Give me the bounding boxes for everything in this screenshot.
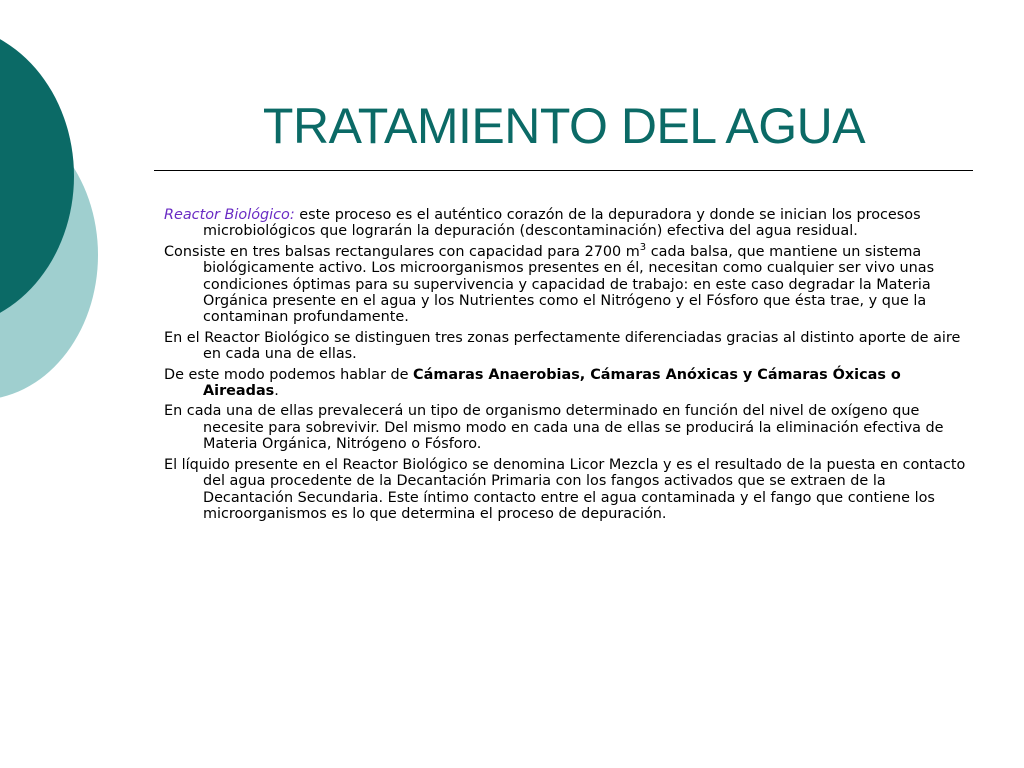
paragraph-camaras xyxy=(164,367,967,400)
paragraph-text: En cada una de ellas prevalecerá un tipo de organismo determinado en función del nivel de oxígeno que necesite para sobrevivir. Del mismo modo en cada una de ellas se producirá la eliminación efectiva de Materia Orgánica, Nitrógeno o Fósforo. xyxy=(164,403,944,453)
paragraph-zonas xyxy=(164,330,967,363)
bold-terms: Cámaras Anaerobias, Cámaras Anóxicas y Cámaras Óxicas o Aireadas xyxy=(203,366,901,400)
paragraph-organismos xyxy=(164,403,967,452)
superscript-exponent: 3 xyxy=(639,242,647,254)
paragraph-text: este proceso es el auténtico corazón de la depuradora y donde se inician los procesos microbiológicos que lograrán la depuración (descontaminación) efectiva del agua residual. xyxy=(203,207,921,240)
title-divider xyxy=(154,170,973,171)
paragraph-licor-mezcla xyxy=(164,457,967,523)
lead-term: Reactor Biológico: xyxy=(164,207,295,223)
slide-body xyxy=(164,207,967,526)
decorative-circles xyxy=(0,0,120,420)
paragraph-text: En el Reactor Biológico se distinguen tres zonas perfectamente diferenciadas gracias al distinto aporte de aire en cada una de ellas. xyxy=(164,329,961,363)
paragraph-text: De este modo podemos hablar de xyxy=(164,366,414,383)
paragraph-text-continued: cada balsa, que mantiene un sistema biológicamente activo. Los microorganismos presentes en él, necesitan como cualquier ser vivo unas condiciones óptimas para su supervivencia y capacidad de trabajo: en este caso degradar la Materia Orgánica presente en el agua y los Nutrientes como el Nitrógeno y el Fósforo que ésta trae, y que la contaminan profundamente. xyxy=(203,243,935,326)
slide-title: TRATAMIENTO DEL AGUA xyxy=(262,98,866,154)
paragraph-end: . xyxy=(274,383,279,400)
paragraph-reactor-biologico xyxy=(164,207,967,240)
paragraph-balsas xyxy=(164,244,967,326)
paragraph-text: Consiste en tres balsas rectangulares con capacidad para 2700 m xyxy=(164,243,640,260)
paragraph-text: El líquido presente en el Reactor Biológico se denomina Licor Mezcla y es el resultado de la puesta en contacto del agua procedente de la Decantación Primaria con los fangos activados que se extraen de la Decantación Secundaria. Este íntimo contacto entre el agua contaminada y el fango que contiene los microorganismos es lo que determina el proceso de depuración. xyxy=(164,456,966,522)
